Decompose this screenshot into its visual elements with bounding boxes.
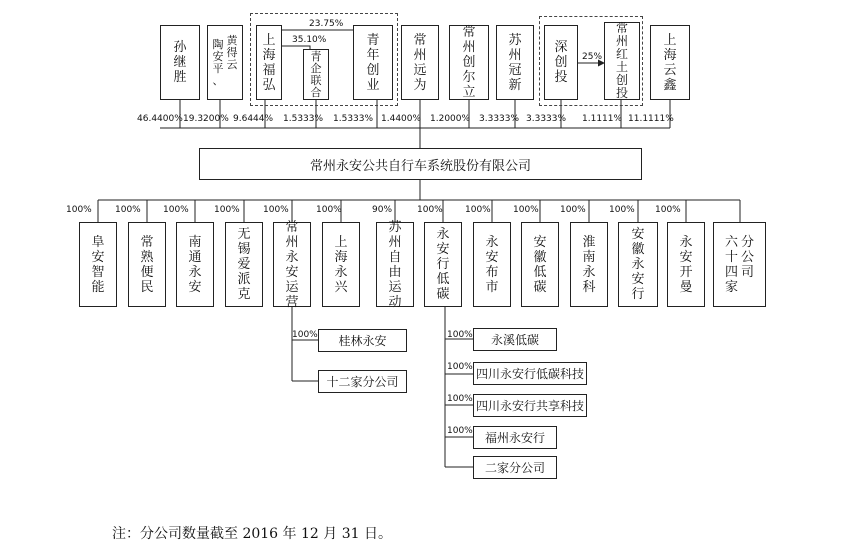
- pct-shanghaiyongxing: 100%: [316, 205, 342, 215]
- subsidiary-yonganxing: [424, 222, 462, 307]
- shareholder-taoanping: [207, 25, 243, 100]
- subsidiary-guilin: [318, 329, 407, 352]
- pct-fuan: 100%: [66, 205, 92, 215]
- shareholder-changzhouchuangerli: [449, 25, 489, 100]
- pct-yonganbushi: 100%: [465, 205, 491, 215]
- pct-sunjisheng: 46.4400%: [137, 114, 183, 124]
- shareholder-sunjisheng: [160, 25, 200, 100]
- subsidiary-wuxi: [225, 222, 263, 307]
- subsidiary-label: 六 十 四 家: [724, 234, 738, 295]
- subsidiary-label: 常 熟 便 民: [140, 234, 154, 295]
- subsidiary-label: 永 安 布 市: [485, 234, 499, 295]
- subsidiary-yonganbushi: [473, 222, 511, 307]
- subsidiary-anhuiditan: [521, 222, 559, 307]
- pct-sichuangongxiang: 100%: [447, 394, 473, 404]
- branch-twelve: [318, 370, 407, 393]
- subsidiary-label: 四川永安行低碳科技: [475, 367, 584, 381]
- subsidiary-yunying: [273, 219, 311, 310]
- shareholder-label: 孙 继 胜: [173, 40, 187, 85]
- pct-suzhouziyou: 90%: [372, 205, 393, 215]
- shareholder-shanghaiyunxin: [650, 25, 690, 100]
- pct-shenchuangtou-hongshi: 25%: [582, 52, 603, 62]
- shareholder-label: 青 年 创 业: [366, 32, 380, 93]
- subsidiary-label: 二家分公司: [484, 461, 545, 475]
- pct-anhuiditan: 100%: [513, 205, 539, 215]
- shareholder-label: 常 州 红 土 创 投: [615, 21, 628, 100]
- subsidiary-label: 无 锡 爱 派 克: [237, 227, 251, 302]
- pct-taoanping: 19.3200%: [183, 114, 229, 124]
- pct-changshu: 100%: [115, 205, 141, 215]
- subsidiary-shanghaiyongxing: [322, 222, 360, 307]
- pct-guilin: 100%: [292, 330, 318, 340]
- pct-shanghaifuhong: 1.5333%: [283, 114, 324, 124]
- subsidiary-label: 上 海 永 兴: [334, 234, 348, 295]
- pct-shenchuangtou: 1.1111%: [582, 114, 623, 124]
- subsidiary-fuzhou: [473, 426, 557, 449]
- pct-qingnianchuangye: 1.4400%: [381, 114, 422, 124]
- shareholder-label: 常 州 远 为: [413, 32, 427, 93]
- pct-yunying: 100%: [263, 205, 289, 215]
- pct-nantong: 100%: [163, 205, 189, 215]
- subsidiary-label: 淮 南 永 科: [582, 234, 596, 295]
- pct-sichuanditan: 100%: [447, 362, 473, 372]
- subsidiary-label: 阜 安 智 能: [91, 234, 105, 295]
- pct-huainan: 100%: [560, 205, 586, 215]
- subsidiary-label: 南 通 永 安: [188, 234, 202, 295]
- pct-changzhouhongshi: 11.1111%: [628, 114, 674, 124]
- pct-fuhong-qingqi: 35.10%: [292, 35, 327, 45]
- pct-yonganxing: 100%: [417, 205, 443, 215]
- pct-anhuiyonganxing: 100%: [609, 205, 635, 215]
- subsidiary-sichuanditan: [473, 362, 587, 385]
- shareholder-label: 苏 州 冠 新: [508, 32, 522, 93]
- shareholder-suzhouguanxin: [496, 25, 534, 100]
- subsidiary-label: 安 徽 低 碳: [533, 234, 547, 295]
- shareholder-label: 上 海 云 鑫: [663, 32, 677, 93]
- shareholder-qingqilianhe: [303, 49, 329, 100]
- subsidiary-label: 苏 州 自 由 运 动: [388, 219, 402, 310]
- pct-fuhong-qingnian: 23.75%: [309, 19, 344, 29]
- shareholder-changzhouhongshi: [604, 22, 640, 100]
- subsidiary-suzhouziyou: [376, 219, 414, 310]
- shareholder-label: 黄 得 云: [226, 33, 238, 71]
- shareholder-label: 上 海 福 弘: [262, 32, 276, 93]
- subsidiary-huainan: [570, 222, 608, 307]
- pct-changzhouyuanwei: 1.2000%: [430, 114, 471, 124]
- subsidiary-label: 永 安 开 曼: [679, 234, 693, 295]
- shareholder-label: 常 州 创 尔 立: [462, 25, 476, 100]
- pct-yongxi: 100%: [447, 330, 473, 340]
- pct-suojun: 9.6444%: [233, 114, 274, 124]
- subsidiary-anhuiyonganxing: [618, 222, 658, 307]
- shareholder-qingnianchuangye: [353, 25, 393, 100]
- company-box: [199, 148, 642, 180]
- subsidiary-label: 永溪低碳: [490, 333, 539, 347]
- pct-yongankaiman: 100%: [655, 205, 681, 215]
- shareholder-label: 陶 安 平 、: [212, 37, 224, 87]
- pct-fuzhou: 100%: [447, 426, 473, 436]
- shareholder-changzhouyuanwei: [401, 25, 439, 100]
- subsidiary-yongankaiman: [667, 222, 705, 307]
- subsidiary-nantong: [176, 222, 214, 307]
- pct-wuxi: 100%: [214, 205, 240, 215]
- branch-two: [473, 456, 557, 479]
- subsidiary-changshu: [128, 222, 166, 307]
- subsidiary-label: 四川永安行共享科技: [475, 399, 584, 413]
- subsidiary-sichuangongxiang: [473, 394, 587, 417]
- company-name: 常州永安公共自行车系统股份有限公司: [309, 158, 531, 174]
- shareholder-shanghaifuhong: [256, 25, 282, 100]
- subsidiary-yongxi: [473, 328, 557, 351]
- subsidiary-label: 十二家分公司: [326, 375, 399, 389]
- subsidiary-label: 桂林永安: [338, 334, 387, 348]
- subsidiary-sixtyfour: [713, 222, 766, 307]
- shareholder-label: 深 创 投: [554, 40, 568, 85]
- subsidiary-label: 安 徽 永 安 行: [631, 227, 645, 302]
- pct-suzhouguanxin: 3.3333%: [526, 114, 567, 124]
- subsidiary-label: 分 公 司: [741, 234, 755, 280]
- subsidiary-label: 常 州 永 安 运 营: [285, 219, 299, 310]
- subsidiary-label: 福州永安行: [484, 431, 545, 445]
- shareholder-label: 青 企 联 合: [310, 49, 322, 99]
- footnote: 注：分公司数量截至 2016 年 12 月 31 日。: [112, 526, 392, 542]
- pct-changzhouchuangerli: 3.3333%: [479, 114, 520, 124]
- subsidiary-fuan: [79, 222, 117, 307]
- pct-qingqilianhe: 1.5333%: [333, 114, 374, 124]
- shareholder-shenchuangtou: [544, 25, 578, 100]
- subsidiary-label: 永 安 行 低 碳: [436, 227, 450, 302]
